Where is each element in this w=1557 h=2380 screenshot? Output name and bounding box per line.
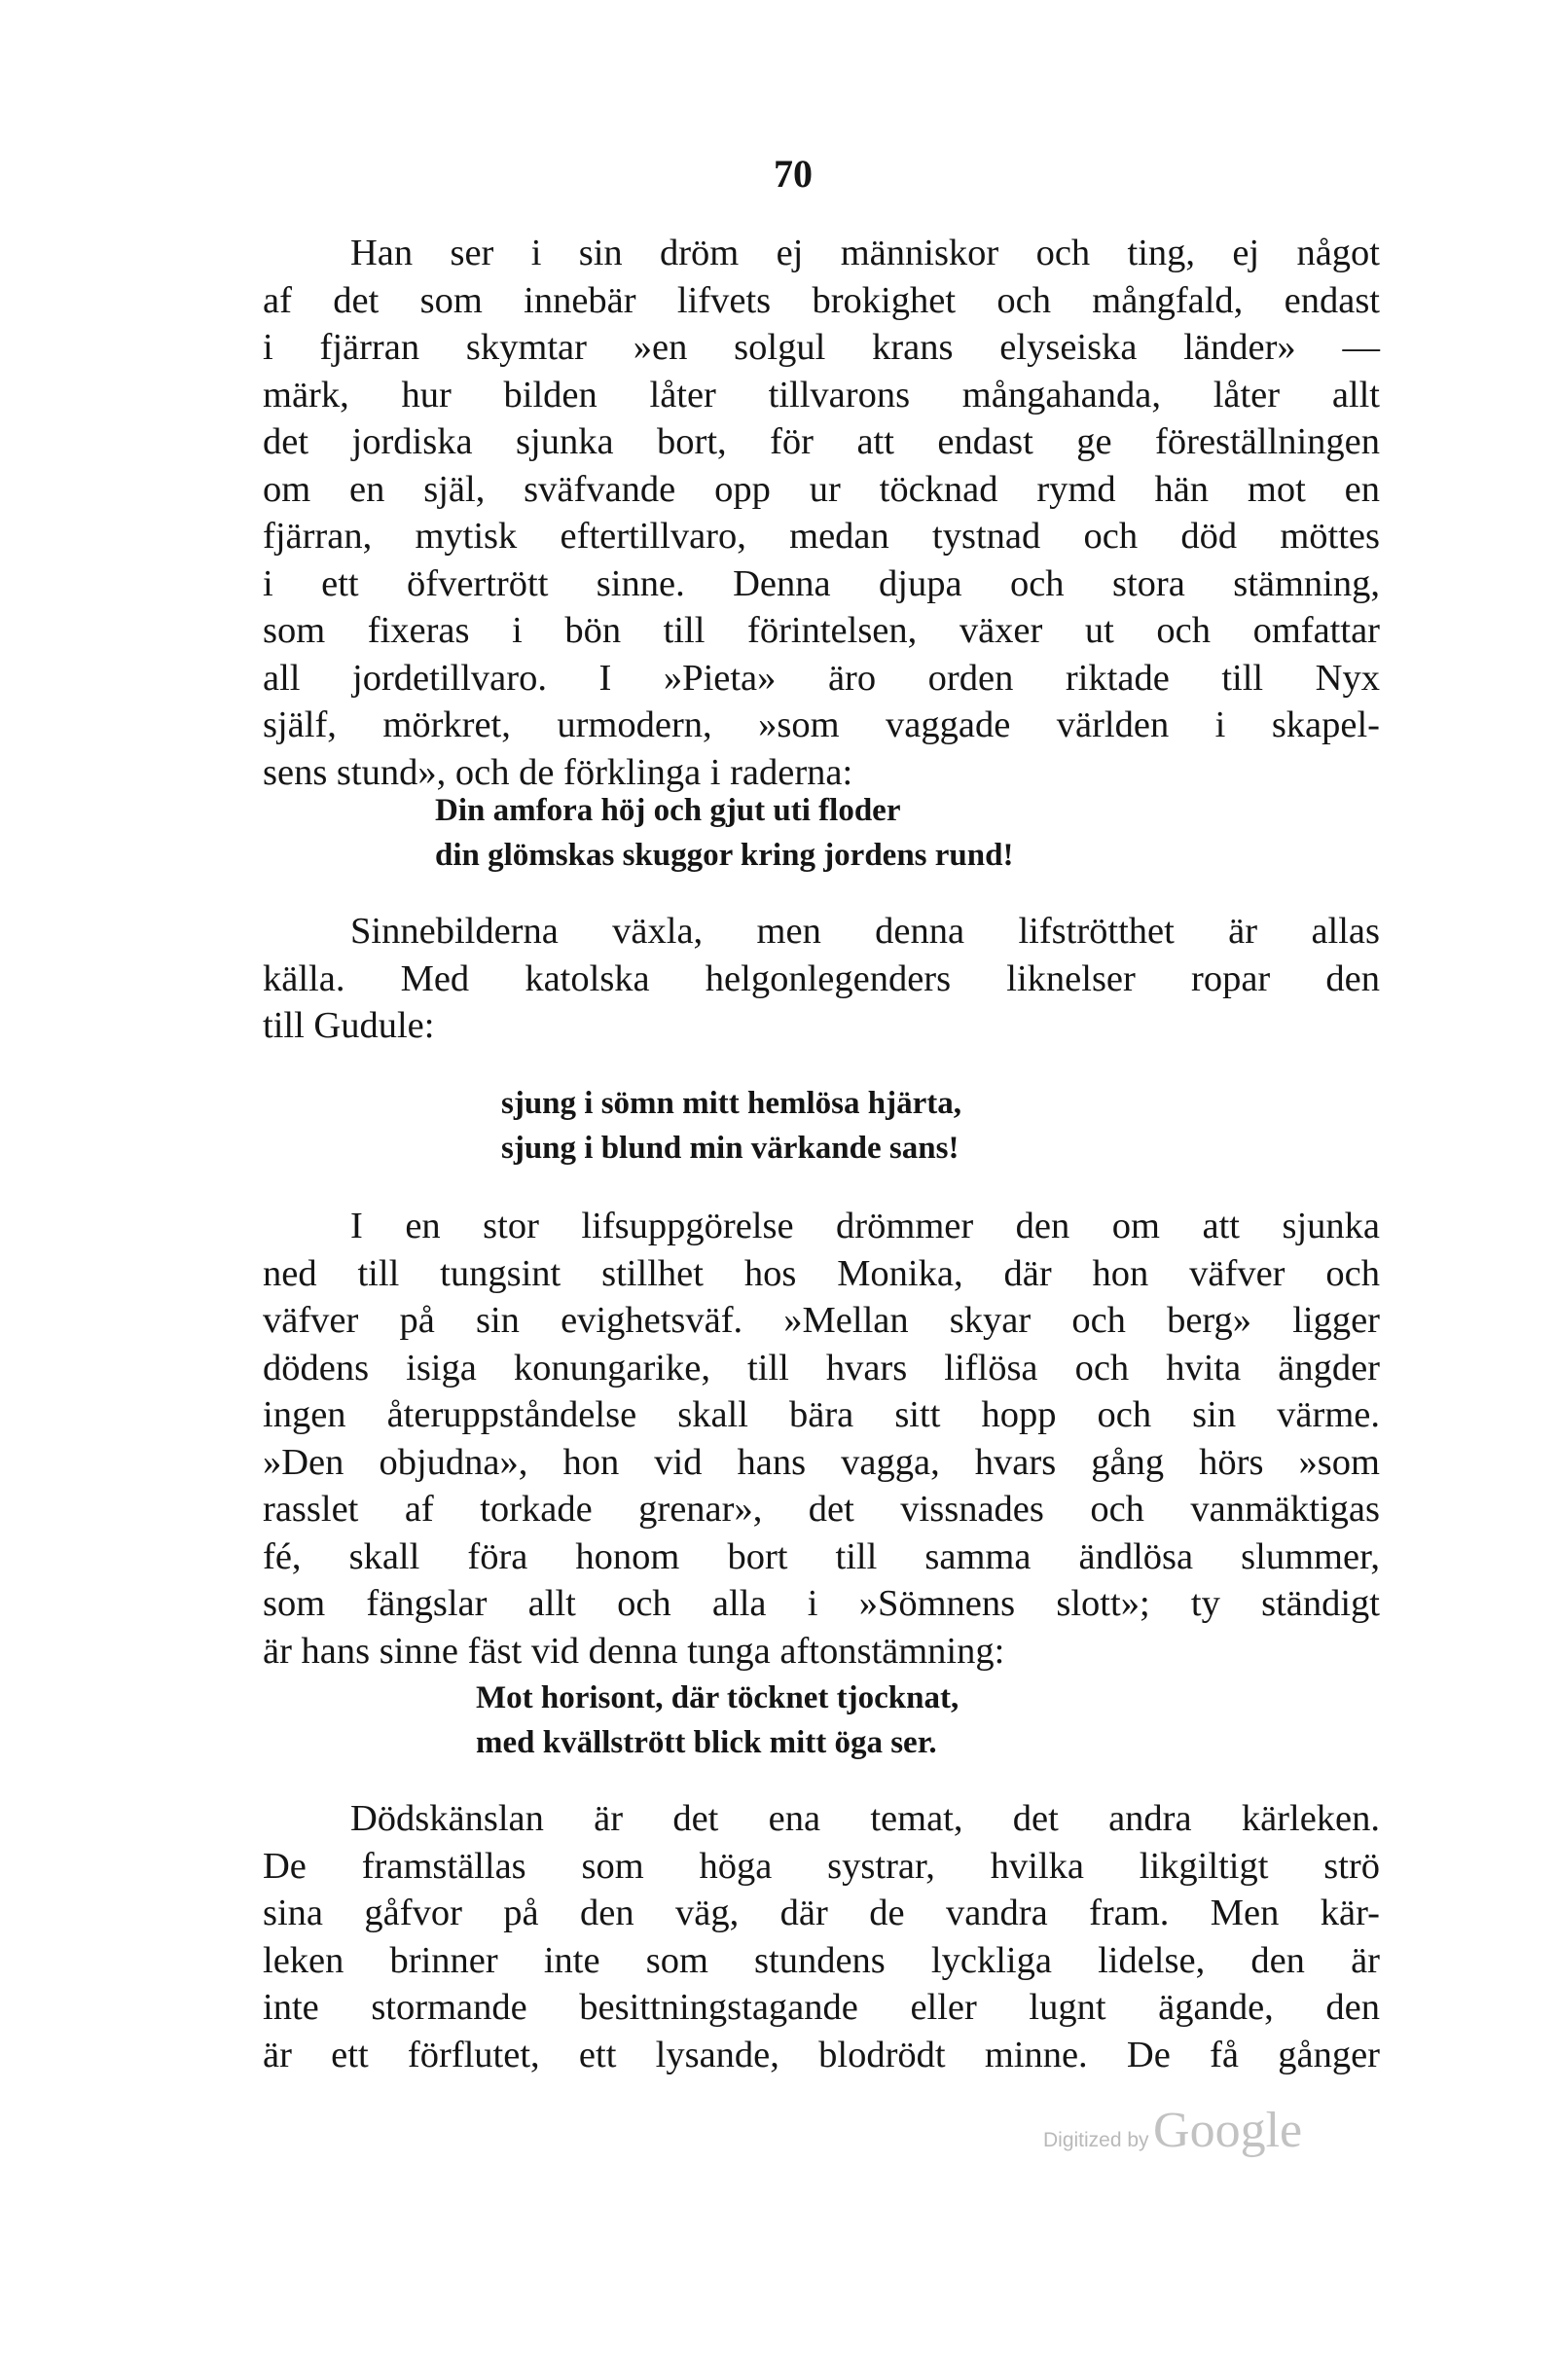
verse-line: Mot horisont, där töcknet tjocknat, <box>476 1680 960 1715</box>
page-number: 70 <box>774 152 813 196</box>
text-line: dödens isiga konungarike, till hvars liflösa och hvita ängder <box>263 1347 1380 1388</box>
verse-line: sjung i blund min värkande sans! <box>501 1131 960 1166</box>
text-line: som fängslar allt och alla i »Sömnens slott»; ty ständigt <box>263 1583 1380 1624</box>
paragraph-2-text <box>263 908 1380 1050</box>
verse-line: med kvällstrött blick mitt öga ser. <box>476 1725 937 1760</box>
verse-1 <box>435 788 1013 878</box>
text-line: till Gudule: <box>263 1005 435 1046</box>
paragraph-3-text <box>263 1203 1380 1675</box>
text-line: fé, skall föra honom bort till samma ändlösa slummer, <box>263 1535 1380 1577</box>
text-line: De framställas som höga systrar, hvilka likgiltigt strö <box>263 1845 1380 1887</box>
text-line: som fixeras i bön till förintelsen, växer ut och omfattar <box>263 610 1380 651</box>
text-line: inte stormande besittningstagande eller lugnt ägande, den <box>263 1987 1380 2028</box>
text-line: i ett öfvertrött sinne. Denna djupa och stora stämning, <box>263 562 1380 604</box>
paragraph-1 <box>263 230 1380 796</box>
text-line: fjärran, mytisk eftertillvaro, medan tystnad och död möttes <box>263 516 1380 557</box>
text-line: sens stund», och de förklinga i raderna: <box>263 751 853 793</box>
paragraph-4-text <box>263 1795 1380 2078</box>
watermark-prefix: Digitized by <box>1043 2129 1149 2151</box>
text-line: all jordetillvaro. I »Pieta» äro orden riktade till Nyx <box>263 657 1380 699</box>
text-line: om en själ, sväfvande opp ur töcknad rymd hän mot en <box>263 468 1380 510</box>
text-line: Sinnebilderna växla, men denna lifströtthet är allas <box>350 911 1380 952</box>
digitized-by-google-watermark <box>1043 2102 1302 2159</box>
text-line: källa. Med katolska helgonlegenders liknelser ropar den <box>263 957 1380 999</box>
text-line: är hans sinne fäst vid denna tunga aftonstämning: <box>263 1630 1005 1672</box>
text-line: I en stor lifsuppgörelse drömmer den om att sjunka <box>350 1206 1380 1246</box>
verse-line: Din amfora höj och gjut uti floder <box>435 793 901 828</box>
text-line: själf, mörkret, urmodern, »som vaggade världen i skapel- <box>263 704 1380 745</box>
text-line: märk, hur bilden låter tillvarons mångahanda, låter allt <box>263 374 1380 415</box>
verse-line: din glömskas skuggor kring jordens rund! <box>435 838 1014 873</box>
text-line: ned till tungsint stillhet hos Monika, där hon väfver och <box>263 1252 1380 1294</box>
verse-2 <box>501 1081 961 1171</box>
text-line: i fjärran skymtar »en solgul krans elyseiska länder» — <box>263 327 1380 368</box>
paragraph-1-text <box>263 230 1380 796</box>
verse-3 <box>476 1676 959 1765</box>
text-line: ingen återuppståndelse skall bära sitt hopp och sin värme. <box>263 1394 1380 1435</box>
google-logo: Google <box>1153 2103 1303 2158</box>
text-line: rasslet af torkade grenar», det vissnades och vanmäktigas <box>263 1489 1380 1530</box>
text-line: »Den objudna», hon vid hans vagga, hvars gång hörs »som <box>263 1441 1380 1483</box>
text-line: leken brinner inte som stundens lyckliga lidelse, den är <box>263 1939 1380 1981</box>
text-line: är ett förflutet, ett lysande, blodrödt minne. De få gånger <box>263 2034 1380 2075</box>
paragraph-2 <box>263 908 1380 1050</box>
text-line: väfver på sin evighetsväf. »Mellan skyar och berg» ligger <box>263 1300 1380 1341</box>
paragraph-4 <box>263 1795 1380 2078</box>
verse-line: sjung i sömn mitt hemlösa hjärta, <box>501 1086 962 1121</box>
text-line: det jordiska sjunka bort, för att endast ge föreställningen <box>263 421 1380 462</box>
text-line: Dödskänslan är det ena temat, det andra kärleken. <box>350 1798 1380 1839</box>
text-line: af det som innebär lifvets brokighet och mångfald, endast <box>263 279 1380 321</box>
text-line: Han ser i sin dröm ej människor och ting, ej något <box>350 233 1380 273</box>
paragraph-3 <box>263 1203 1380 1675</box>
text-line: sina gåfvor på den väg, där de vandra fram. Men kär- <box>263 1893 1380 1933</box>
